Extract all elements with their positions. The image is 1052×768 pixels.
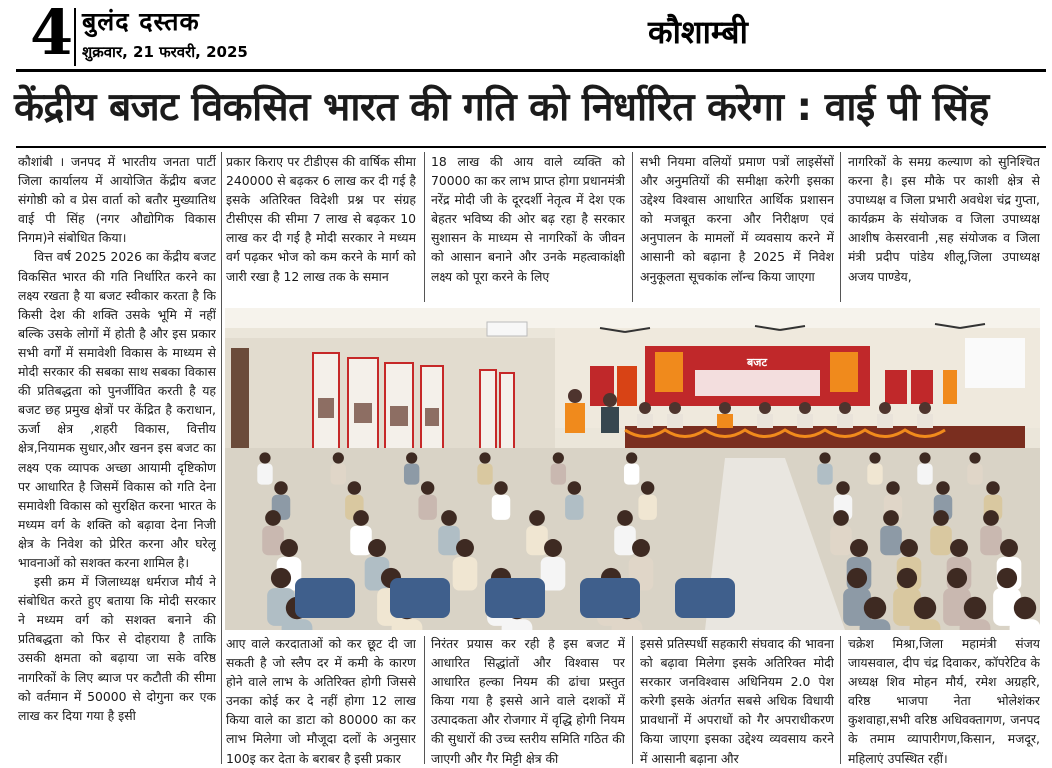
masthead-rule <box>16 69 1046 72</box>
section-title: कौशाम्बी <box>648 13 748 51</box>
column-rule <box>221 152 222 764</box>
article-paragraph: चक्रेश मिश्रा,जिला महामंत्री संजय जायसवाल, दीप चंद्र दिवाकर, कॉपरेटिव के अध्यक्ष शिव मोहन मौर्य, रमेश अग्रहरि, वरिष्ठ भाजपा नेता भोलेशंकर कुशवाहा,सभी वरिष्ठ अधिवक्तागण, जनपद के तमाम व्यापारीगण,किसान, मजदूर, महिलाएं उपस्थित रहीं। <box>848 636 1040 766</box>
column-rule <box>632 636 633 764</box>
article-paragraph: 18 लाख की आय वाले व्यक्ति को 70000 का कर लाभ प्राप्त होगा प्रधानमंत्री नरेंद्र मोदी जी के दूरदर्शी नेतृत्व में देश एक बेहतर भविष्य की ओर बढ़ रहा है सरकार सुशासन के माध्यम से नागरिकों के जीवन को आसान बनाने और उनके महत्वाकांक्षी लक्ष्य को पूरा करने के लिए <box>431 154 625 284</box>
issue-date: शुक्रवार, 21 फरवरी, 2025 <box>82 43 248 61</box>
article-column-3-bottom <box>431 634 625 766</box>
article-column-4-bottom <box>640 634 834 766</box>
article-paragraph: आए वाले करदाताओं को कर छूट दी जा सकती है जो स्लैप दर में कमी के कारण होने वाले लाभ के अतिरिक्त होगी जिससे उनका कोई कर दे नहीं होगा 12 लाख किया वाले का डाटा को 80000 का कर लाभ मिलेगा जो मौजूदा दलों के अनुसार 100इ कर देता के बराबर है इसी प्रकार <box>226 636 416 766</box>
article-column-2-bottom <box>226 634 416 766</box>
article-paragraph: नागरिकों के समग्र कल्याण को सुनिश्चित करना है। इस मौके पर काशी क्षेत्र से उपाध्यक्ष व जिला प्रभारी अवधेश चंद्र गुप्ता, कार्यक्रम के संयोजक व जिला उपाध्यक्ष आशीष केसरवानी ,सह संयोजक व जिला मंत्री प्रदीप पांडेय शीलू,जिला उपाध्यक्ष अजय पाण्डेय, <box>848 154 1040 284</box>
column-rule <box>840 636 841 764</box>
column-rule <box>424 636 425 764</box>
column-rule <box>424 152 425 302</box>
column-rule <box>632 152 633 302</box>
column-rule <box>840 152 841 302</box>
headline: केंद्रीय बजट विकसित भारत की गति को निर्धारित करेगा : वाई पी सिंह <box>14 85 989 130</box>
article-paragraph: कौशांबी । जनपद में भारतीय जनता पार्टी जिला कार्यालय में आयोजित केंद्रीय बजट संगोष्ठी को व प्रेस वार्ता को बतौर मुख्यातिथ वाई पी सिंह (नगर औद्योगिक विकास निगम)ने संबोधित किया। <box>18 154 216 246</box>
article-column-2-top <box>226 152 416 304</box>
newspaper-name: बुलंद दस्तक <box>82 7 200 36</box>
article-paragraph: इसी क्रम में जिलाध्यक्ष धर्मराज मौर्य ने संबोधित करते हुए बताया कि मोदी सरकार ने मध्यम वर्ग को सशक्त बनाने की प्रतिबद्धता को फिर से दोहराया है ताकि उसकी क्षमता को बढ़ाया जा सके वरिष्ठ नागरिकों के लिए ब्याज पर कटौती की सीमा को वर्तमान में 50000 से दोगुना कर एक लाख कर दिया गया है इसी <box>18 574 216 723</box>
article-paragraph: प्रकार किराए पर टीडीएस की वार्षिक सीमा 240000 से बढ़कर 6 लाख कर दी गई है इसके अतिरिक्त विदेशी प्रश्न पर संग्रह टीसीएस की सीमा 7 लाख से बढ़कर 10 लाख कर दी गई है मोदी सरकार ने मध्यम वर्ग पढ़कर भोज को कम करने के मार्ग को जारी रखा है 12 लाख तक के समान <box>226 154 416 284</box>
headline-rule <box>16 146 1046 148</box>
article-paragraph: वित्त वर्ष 2025 2026 का केंद्रीय बजट विकसित भारत की गति निर्धारित करने का लक्ष्य रखता है या बजट स्वीकार करता है कि किसी देश की शक्ति उसके भूमि में नहीं बल्कि उसके लोगों में होती है और इस प्रकार सभी वर्गों में समावेशी विकास के माध्यम से मोदी सरकार की सबका साथ सबका विकास की प्रतिबद्धता को पुनर्जीवित करती है यह बजट छह प्रमुख क्षेत्रों पर केंद्रित है कराधान, ऊर्जा क्षेत्र ,शहरी विकास, वित्तीय क्षेत्र,नियामक सुधार,और खनन इस बजट का लक्ष्य एक व्यापक अच्छा आयामी दृष्टिकोण पर आधारित है जिसमें विकास को गति देना समावेशी विकास को सुरक्षित करना भारत के मध्यम वर्ग के शक्ति को बढ़ावा देना निजी क्षेत्र के निवेश को प्रेरित करना और घरेलू भावनाओं को सशक्त करना शामिल है। <box>18 249 216 570</box>
banner-title: बजट <box>747 356 767 369</box>
article-paragraph: निरंतर प्रयास कर रही है इस बजट में आधारित सिद्धांतों और विश्वास पर आधारित हल्का नियम की ढांचा प्रस्तुत किया गया है इससे आने वाले दशकों में उत्पादकता और रोजगार में वृद्धि होगी नियम की सुधारों की उच्च स्तरीय समिति गठित की जाएगी और गैर मिट्टी क्षेत्र की <box>431 636 625 766</box>
article-column-4-top <box>640 152 834 304</box>
press-conference-photo <box>225 308 1040 630</box>
article-column-3-top <box>431 152 625 304</box>
article-column-5-top <box>848 152 1040 304</box>
article-paragraph: सभी नियमा वलियों प्रमाण पत्रों लाइसेंसों और अनुमतियों की समीक्षा करेगी इसका उद्देश्य विश्वास आधारित आर्थिक प्रशासन को मजबूत करना और निरीक्षण एवं अनुपालन के मामलों में व्यवसाय करने में आसानी को बढ़ाना है 2025 में निवेश अनुकूलता सूचकांक लॉन्च किया जाएगा <box>640 154 834 284</box>
article-column-1 <box>18 152 216 766</box>
masthead-divider <box>74 8 76 66</box>
page-number: 4 <box>30 0 74 69</box>
article-column-5-bottom <box>848 634 1040 766</box>
article-paragraph: इससे प्रतिस्पर्धी सहकारी संघवाद की भावना को बढ़ावा मिलेगा इसके अतिरिक्त मोदी सरकार जनविश्वास अधिनियम 2.0 पेश करेगी इसके अंतर्गत सबसे अधिक विधायी प्रावधानों में अपराधों को गैर अपराधीकरण किया जाएगा इसका उद्देश्य व्यवसाय करने में आसानी बढ़ाना और <box>640 636 834 766</box>
